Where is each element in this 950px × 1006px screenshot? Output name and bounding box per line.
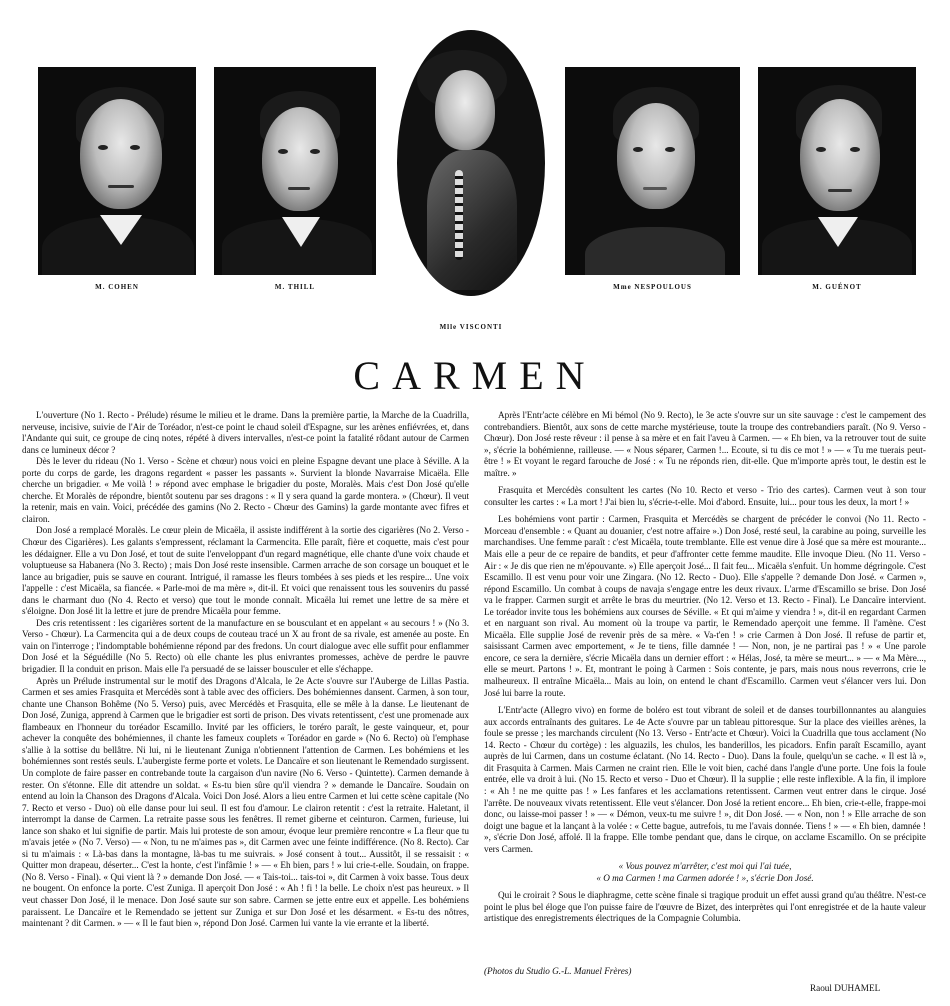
photo-credits: (Photos du Studio G.-L. Manuel Frères) — [484, 966, 632, 976]
page-title: CARMEN — [353, 353, 597, 398]
portrait-cohen — [38, 67, 196, 275]
portrait-thill — [214, 67, 376, 275]
paragraph: Des cris retentissent : les cigarières sortent de la manufacture en se bousculant et en appelant « au secours ! » (No 3. Verso - Chœur). La Carmencita qui a de deux coups de couteau tracé un X au front de sa rivale, est amenée au poste. En vain on l'interroge ; l'indomptable bohémienne répond par des fredons. Un court dialogue avec elle suffit pour enflammer Don José et la Séguédille (No 5. Recto) où elle chante les plus enivrantes promesses, achève de perdre le pauvre brigadier. Il la conduit en prison. Mais elle l'a persuadé de se laisser bousculer et elle s'échappe. — [22, 617, 469, 675]
caption-guenot: M. GUÉNOT — [812, 283, 862, 291]
paragraph: Don José a remplacé Moralès. Le cœur plein de Micaëla, il assiste indifférent à la sortie des cigarières (No 2. Verso - Chœur des Cigarières). Les galants s'empressent, réclamant la Carmencita. Elle paraît, fière et coquette, mais c'est pour les dédaigner. Elle a vu Don José, et tout de suite l'enveloppant d'un regard magnétique, elle chante d'une voix chaude et voluptueuse sa Habanera (No 3. Recto) ; mais Don José reste insensible. Carmen arrache de son corsage un bouquet et le lance au brigadier, puis se sauve en courant. Intrigué, il ramasse les fleurs tombées à ses pieds et les respire... Une voix l'appelle : c'est Micaëla, sa fiancée. « Parle-moi de ma mère », dit-il. Et voici que renaissent tous les souvenirs du passé dans le charmant duo (No 4. Recto et verso) que tout le monde connaît. Micaëla lui remet une lettre de sa mère et s'éloigne. Don José lit la lettre et jure de prendre Micaëla pour femme. — [22, 525, 469, 617]
paragraph: Dès le lever du rideau (No 1. Verso - Scène et chœur) nous voici en pleine Espagne devant une place à Séville. A la porte du corps de garde, les dragons regardent « passer les passants ». Survient la blonde Navarraise Micaëla. Elle cherche un brigadier. « Me voilà ! » répond avec emphase le brigadier du poste, Moralès. Mais c'est Don José qu'elle cherche. Et Moralès de répondre, bientôt soutenu par ses dragons : « Il y sera quand la garde montera. » (Chœur). Il veut la retenir, mais en vain. Voici, précédée des gamins (No 2. Recto - Chœur des Gamins) la garde montante avec fifres et clairon. — [22, 456, 469, 524]
portrait-guenot — [758, 67, 916, 275]
caption-cohen: M. COHEN — [95, 283, 139, 291]
paragraph: Après un Prélude instrumental sur le motif des Dragons d'Alcala, le 2e Acte s'ouvre sur l'Auberge de Lillas Pastia. Carmen et ses amies Frasquita et Mercédès sont à table avec des officiers. Des bohémiennes dansent. Carmen, à son tour, chante une Chanson Bohême (No 5. Verso) puis, avec Mercédès et Frasquita, elle se mêle à la danse. Le lieutenant de Don José, Zuniga, apprend à Carmen que le brigadier est sorti de prison. Des vivats retentissent, c'est une promenade aux flambeaux en l'honneur du toréador Escamillo. Invité par les officiers, le toréro paraît, le geste vainqueur, et, pour achever la conquête des bohémiennes, il chante les fameux couplets « Toréador en garde » (No 6. Recto) où l'emphase s'allie à la sottise du bellâtre. Ni lui, ni le lieutenant Zuniga n'obtiennent l'attention de Carmen. Les bohémiens et les bohémiennes sont restés seuls. L'aubergiste ferme porte et volets. Le Dancaïre et son lieutenant le Remendado surgissent. Un complote de faire passer en contrebande toute la cargaison d'un navire (No 6. Verso - Quintette). Carmen demande à rester. On s'étonne. Elle dit attendre un soldat. « Es-tu bien sûre qu'il viendra ? » demande le Dancaïre. Soudain on entend au loin la Chanson des Dragons d'Alcala. Voici Don José. Alors a lieu entre Carmen et lui cette scène capitale (No 7. Recto et verso - Duo) où elle danse pour lui seul. Il est fou d'amour. Le clairon retentit : c'est la retraite. Haletant, il interrompt la danse de Carmen. La retraite passe sous les fenêtres. Il remet giberne et ceinturon. Carmen, furieuse, lui lance son shako et lui signifie de partir. Mais lui proteste de son amour, évoque leur première rencontre « La fleur que tu m'avais jetée » (No 7. Verso) — « Non, tu ne m'aimes pas », dit Carmen avec une feinte indifférence. (No 8. Recto). Car si tu m'aimais : « Là-bas dans la montagne, là-bas tu me suivrais. » José consent à tout... Aussitôt, il se ressaisit : « Quitter mon drapeau, déserter... C'est la honte, c'est l'infâmie ! » — « Eh bien, pars ! » lui crie-t-elle. Soudain, on frappe. (No 8. Verso - Final). « Qui vient là ? » demande Don José. — « Tais-toi... tais-toi », dit Carmen à voix basse. Tous deux ne bougent. On enfonce la porte. C'est Zuniga. Il aperçoit Don José : « Ah ! fi ! la belle. Le choix n'est pas heureux. » Il veut chasser Don José, il le menace. Don José saute sur son sabre. Carmen se jette entre eux et appelle. Les bohémiens paraissent. Le Dancaïre et le Remendado se jettent sur Zuniga et sur Don José et les désarment. « Es-tu des nôtres, maintenant ? dit Carmen. » — « Il le faut bien », répond Don José. Carmen lui vante la vie errante et la liberté. — [22, 675, 469, 929]
paragraph: Frasquita et Mercédès consultent les cartes (No 10. Recto et verso - Trio des cartes). Carmen veut à son tour consulter les cartes : « La mort ! J'ai bien lu, s'écrie-t-elle. Moi d'abord. Ensuite, lui... pour tous les deux, la mort ! » — [484, 485, 926, 507]
paragraph: Les bohémiens vont partir : Carmen, Frasquita et Mercédès se chargent de précéder le convoi (No 11. Recto - Morceau d'ensemble : « Quant au douanier, c'est notre affaire ».) Don José, resté seul, la carabine au poing, surveille les marchandises. Une femme paraît : c'est Micaëla, toute tremblante. Elle est venue dire à José que sa mère est mourante... Mais elle a peur de ce repaire de bandits, et peur d'affronter cette femme maudite. Elle invoque Dieu. (No 11. Verso - Air : « Je dis que rien ne m'épouvante. ») Elle aperçoit José... Il fait feu... Micaëla s'enfuit. Un homme dégringole. C'est Escamillo. Il est venu pour voir une Zingara. (No 12. Recto - Duo). Elle s'appelle ? demande Don José. « Carmen », répond Escamillo. Un combat à coups de navaja s'engage entre les deux rivaux. L'arme d'Escamillo se brise. Don José va le frapper. Carmen surgit et arrête le bras du meurtrier. (No 12. Verso et 13. Recto - Final). Le Dancaïre intervient. Le toréador invite tous les bohémiens aux courses de Séville. « Et qui m'aime y viendra ! », dit-il en regardant Carmen et en narguant son rival. Au moment où la troupe va partir, le Remendado aperçoit une femme. Il l'amène. C'est Micaëla. Elle supplie José de revenir près de sa mère. « Va-t'en ! » crie Carmen à Don José. Il refuse de partir et, saisissant Carmen avec emportement, « Je te tiens, fille damnée ! — Non, non, je ne partirai pas ! » « Une parole encore, ce sera la dernière, s'écrie Micaëla dans un dernier effort : « Hélas, José, ta mère se meurt... » — « Ma Mère..., elle se meurt. Partons ! ». Et, montrant le poing à Carmen : Sois contente, je pars, mais nous nous reverrons, crie le malheureux. Il entraîne Micaëla... Mais au loin, on entend le chant d'Escamillo. Carmen veut s'élancer vers lui. Don José lui barre la route. — [484, 514, 926, 698]
paragraph: L'ouverture (No 1. Recto - Prélude) résume le milieu et le drame. Dans la première partie, la Marche de la Cuadrilla, nerveuse, incisive, suivie de l'Air de Toréador, n'est-ce point le chaud soleil d'Espagne, sur les arènes enfiévrées, et, dans l'Andante qui suit, ce groupe de cinq notes, répété à divers intervalles, n'est-ce point la fatalité rôdant autour de Carmen dans ce lumineux décor ? — [22, 410, 469, 455]
paragraph: Après l'Entr'acte célèbre en Mi bémol (No 9. Recto), le 3e acte s'ouvre sur un site sauvage : c'est le campement des contrebandiers. Bientôt, aux sons de cette marche mystérieuse, toute la troupe des contrebandiers paraît. (No 9. Verso - Chœur). Don José reste rêveur : il pense à sa mère et en fait l'aveu à Carmen. — « Eh bien, va la retrouver tout de suite », s'écrie la bohémienne, railleuse. — « Nous séparer, Carmen !... Ecoute, si tu dis ce mot ! » — « Tu me tuerais peut-être ! » Et voyant le regard farouche de José : « Tu ne réponds rien, dit-elle. Que m'importe après tout, le destin est le maître. » — [484, 410, 926, 478]
quote-line: « Vous pouvez m'arrêter, c'est moi qui l'ai tuée, — [618, 861, 792, 872]
caption-nespoulous: Mme NESPOULOUS — [613, 283, 692, 291]
left-column — [22, 410, 469, 930]
caption-visconti: Mlle VISCONTI — [439, 323, 503, 331]
portrait-visconti — [397, 30, 545, 296]
caption-thill: M. THILL — [274, 283, 316, 291]
paragraph: L'Entr'acte (Allegro vivo) en forme de boléro est tout vibrant de soleil et de danses tourbillonnantes au alanguies aux accords entraînants des guitares. Le 4e Acte s'ouvre par un tableau pittoresque. Sur la place des vieilles arènes, la foule se presse ; les marchands circulent (No 13. Verso - Entr'acte et Chœur). Voici la Cuadrilla que tous acclament (No 14. Recto - Chœur du cortège) : les alguazils, les chulos, les banderillos, les picadors. Enfin paraît Escamillo, ayant auprès de lui Carmen, dans un costume éclatant. (No 14. Recto - Duo). Dans la foule, quelqu'un se cache. « Il est là », dit Frasquita à Carmen. Mais Carmen ne craint rien. Elle le voit bien, caché dans l'angle d'une porte. Une fois la foule entrée, elle va droit à lui. (No 15. Recto et verso - Duo et Chœur). Il la supplie ; elle reste inflexible. A la fin, il implore : « Ah ! ne me quitte pas ! » Les fanfares et les acclamations retentissent. Carmen veut entrer dans le cirque. José l'arrête. De nouveaux vivats retentissent. Elle veut s'élancer. Don José la retient encore... Eh bien, crie-t-elle, frappe-moi donc, ou laisse-moi passer ! » — « Démon, veux-tu me suivre ! », dit Don José. — « Non, non ! » Elle arrache de son doigt une bague et la lançant à la volée : « Cette bague, autrefois, tu me l'avais donnée. Tiens ! » — « Eh bien, damnée ! », s'écrie Don José, affolé. Il la frappe. Elle tombe pendant que, dans le cirque, on acclame Escamillo. On se précipite vers Carmen. — [484, 705, 926, 854]
portrait-nespoulous — [565, 67, 740, 275]
closing-paragraph: Qui le croirait ? Sous le diaphragme, cette scène finale si tragique produit un effet aussi grand qu'au théâtre. N'est-ce point le plus bel éloge que l'on puisse faire de l'œuvre de Bizet, des interprètes qui l'ont enregistrée et de la haute valeur artistique des enregistrements électriques de la Compagnie Columbia. — [484, 890, 926, 924]
author-signature: Raoul DUHAMEL — [810, 983, 881, 993]
quote-line: « O ma Carmen ! ma Carmen adorée ! », s'écrie Don José. — [596, 872, 814, 883]
right-column — [484, 410, 926, 925]
